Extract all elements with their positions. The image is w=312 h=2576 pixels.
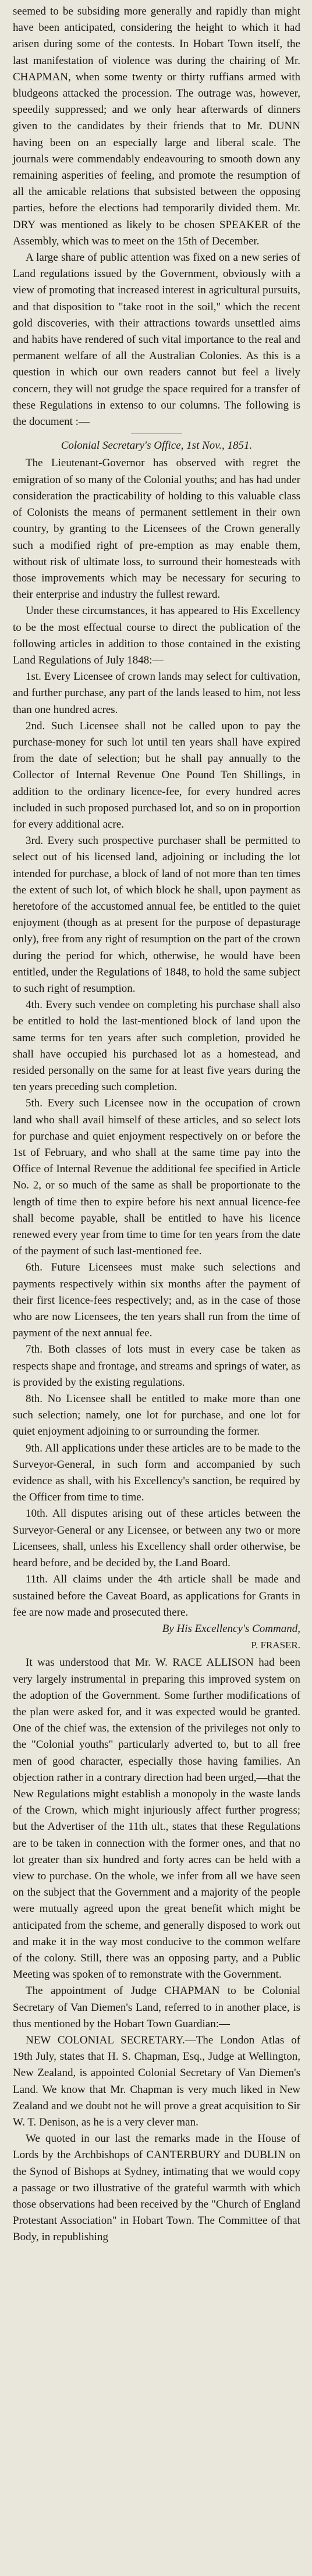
article-paragraph: It was understood that Mr. W. RACE ALLISON had been very largely instrumental in preparing this improved system on the adoption of the Government. Some further modifications of the plan were asked for, and it was expected would be granted. One of the chief was, the extension of the privileges not only to the "Colonial youths" particularly adverted to, but to all free men of good character, especially those having families. An objection rather in a contrary direction had been urged,—that the New Regulations might establish a monopoly in the waste lands of the Crown, which might injuriously affect further progress; but the Advertiser of the 11th ult., states that these Regulations are to be taken in connection with the former ones, and that no lot greater than six hundred and forty acres can be held with a view to purchase. On the whole, we infer from all we have seen on the subject that the Government and a majority of the people were mutually agreed upon the great benefit which might be anticipated from the scheme, and generally disposed to work out and make it in the way most conducive to the common welfare of the colony. Still, there was an opposing party, and a Public Meeting was spoken of to remonstrate with the Government.	[13, 1656, 300, 1981]
regulation-article: 11th. All claims under the 4th article shall be made and sustained before the Caveat Board, as applications for Grants in fee are now made and prosecuted there.	[13, 1573, 300, 1619]
regulation-article: 4th. Every such vendee on completing his purchase shall also be entitled to hold the last-mentioned block of land upon the same terms for ten years after such completion, provided he shall have occupied his purchased lot as a homestead, and resided personally on the same for at least five years during the ten years preceding such completion.	[13, 999, 300, 1094]
article-paragraph: The appointment of Judge CHAPMAN to be Colonial Secretary of Van Diemen's Land, referred to in another place, is thus mentioned by the Hobart Town Guardian:—	[13, 1985, 300, 2030]
regulation-article: 10th. All disputes arising out of these articles between the Surveyor-General or any Licensee, or between any two or more Licensees, shall, unless his Excellency shall order otherwise, be heard before, and be decided by, the Land Board.	[13, 1507, 300, 1570]
article-paragraph: We quoted in our last the remarks made in the House of Lords by the Archbishops of CANTERBURY and DUBLIN on the Synod of Bishops at Sydney, intimating that we would copy a passage or two illustrative of the grateful warmth with which those observations had been received by the "Church of England Protestant Association" in Hobart Town. The Committee of that Body, in republishing	[13, 2133, 300, 2244]
notice-paragraph: The Lieutenant-Governor has observed with regret the emigration of so many of the Colonial youths; and has had under consideration the practicability of holding to this valuable class of Colonists the means of permanent settlement in their own country, by granting to the Licensees of the Crown generally such a modified right of pre-emption as may enable them, without risk of ultimate loss, to surround their homesteads with those improvements which may be necessary for securing to their enterprise and industry the fullest reward.	[13, 457, 300, 601]
notice-paragraph: Under these circumstances, it has appeared to His Excellency to be the most effectual course to direct the publication of the following articles in addition to those contained in the existing Land Regulations of July 1848:—	[13, 605, 300, 666]
regulation-article: 7th. Both classes of lots must in every case be taken as respects shape and frontage, and streams and springs of water, as is provided by the existing regulations.	[13, 1343, 300, 1389]
article-paragraph	[13, 2032, 300, 2131]
notice-signatory: P. FRASER.	[251, 1640, 300, 1651]
regulation-article: 6th. Future Licensees must make such selections and payments respectively within six months after the payment of their first licence-fees respectively; and, as in the case of those who are now Licensees, the ten years shall run from the time of payment of the next annual fee.	[13, 1261, 300, 1340]
regulation-article: 8th. No Licensee shall be entitled to make more than one such selection; namely, one lot for purchase, and one lot for quiet enjoyment adjoining to or surrounding the former.	[13, 1393, 300, 1438]
article-paragraph: seemed to be subsiding more generally and rapidly than might have been anticipated, considering the height to which it had arisen during some of the contests. In Hobart Town itself, the last manifestation of violence was during the chairing of Mr. CHAPMAN, when some twenty or thirty ruffians armed with bludgeons attacked the procession. The outrage was, however, speedily suppressed; and we only hear afterwards of dinners given to the candidates by their friends that to Mr. DUNN having been on an especially large and liberal scale. The journals were commendably endeavouring to smooth down any remaining asperities of feeling, and promote the resumption of all the amicable relations that subsisted between the opposing parties, before the elections had temporarily divided them. Mr. DRY was mentioned as likely to be chosen SPEAKER of the Assembly, which was to meet on the 15th of December.	[13, 5, 300, 247]
notice-heading: Colonial Secretary's Office, 1st Nov., 1851.	[61, 439, 253, 452]
regulation-article: 1st. Every Licensee of crown lands may select for cultivation, and further purchase, any part of the lands leased to him, not less than one hundred acres.	[13, 670, 300, 716]
article-paragraph: A large share of public attention was fixed on a new series of Land regulations issued by the Government, obviously with a view of promoting that increased interest in agricultural pursuits, and that disposition to "take root in the soil," which the recent gold discoveries, with their attractions towards unsettled aims and habits have rendered of such vital importance to the real and permanent welfare of all the Australian Colonies. As this is a question in which our own readers cannot but feel a lively concern, they will not grudge the space required for a transfer of these Regulations in extenso to our columns. The following is the document :—	[13, 251, 300, 428]
paragraph-text: —The London Atlas of 19th July, states that H. S. Chapman, Esq., Judge at Wellington, New Zealand, is appointed Colonial Secretary of Van Diemen's Land. We know that Mr. Chapman is very much liked in New Zealand and we doubt not he will prove a great acquisition to Sir W. T. Denison, as he is a very clever man.	[13, 2034, 300, 2128]
notice-signature: By His Excellency's Command,	[162, 1622, 300, 1635]
regulation-article: 9th. All applications under these articles are to be made to the Surveyor-General, in such form and accompanied by such evidence as shall, with his Excellency's sanction, be required by the Officer from time to time.	[13, 1442, 300, 1504]
regulation-article: 5th. Every such Licensee now in the occupation of crown land who shall avail himself of these articles, and so select lots for purchase and quiet enjoyment respectively on or before the 1st of February, and who shall at the same time pay into the Office of Internal Revenue the additional fee specified in Article No. 2, or so much of the same as shall be proportionate to the length of time then to expire before his next annual licence-fee shall become payable, shall be entitled to have his licence renewed every year from time to time for ten years from the date of the payment of such last-mentioned fee.	[13, 1097, 300, 1258]
paragraph-label: NEW COLONIAL SECRETARY.	[26, 2034, 185, 2046]
regulation-article: 2nd. Such Licensee shall not be called upon to pay the purchase-money for such lot until ten years shall have expired from the date of selection; but he shall pay annually to the Collector of Internal Revenue One Pound Ten Shillings, in addition to the ordinary licence-fee, for every hundred acres included in such proposed purchased lot, and so on in proportion for every additional acre.	[13, 719, 300, 831]
regulation-article: 3rd. Every such prospective purchaser shall be permitted to select out of his licensed land, adjoining or including the lot intended for purchase, a block of land of not more than ten times the extent of such lot, of which block he shall, upon payment as heretofore of the accustomed annual fee, be entitled to the quiet enjoyment (though as at present for the purpose of depasturage only), free from any right of resumption on the part of the crown during the period for which, otherwise, he would have been entitled, under the Regulations of 1848, to hold the same subject to such right of resumption.	[13, 835, 300, 995]
